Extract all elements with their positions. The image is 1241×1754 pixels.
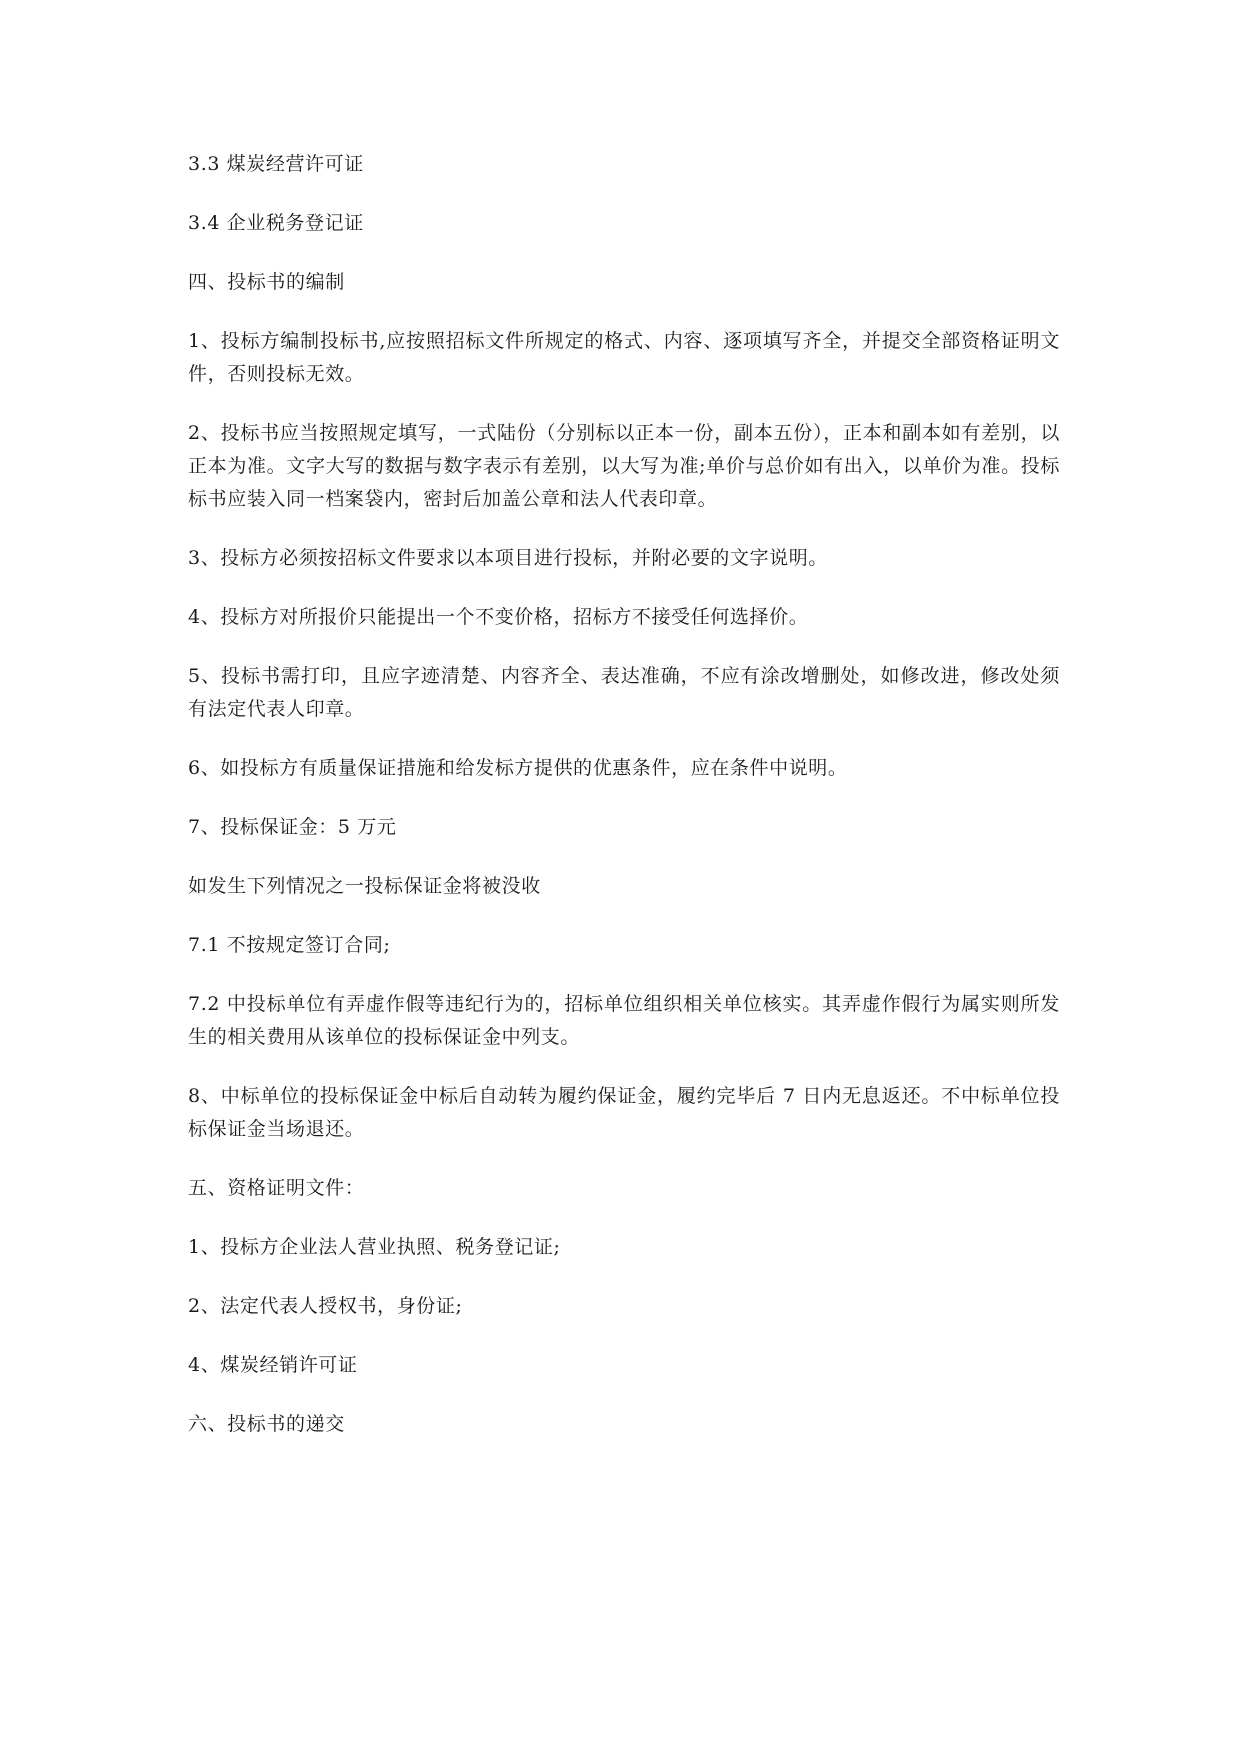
- paragraph-3-4: 3.4 企业税务登记证: [188, 212, 364, 234]
- paragraph-4-1: 1、投标方编制投标书,应按照招标文件所规定的格式、内容、逐项填写齐全，并提交全部资格证明文件，否则投标无效。: [188, 330, 1060, 385]
- section-heading-5: 五、资格证明文件：: [188, 1177, 365, 1199]
- paragraph-5-2: 2、法定代表人授权书，身份证;: [188, 1295, 463, 1317]
- section-heading-4: 四、投标书的编制: [188, 271, 345, 293]
- paragraph-4-5: 5、投标书需打印，且应字迹清楚、内容齐全、表达准确，不应有涂改增删处，如修改进，修改处须有法定代表人印章。: [188, 665, 1060, 720]
- document-body: [188, 148, 1060, 1467]
- paragraph-4-4: 4、投标方对所报价只能提出一个不变价格，招标方不接受任何选择价。: [188, 606, 809, 628]
- paragraph-7-1: 7.1 不按规定签订合同;: [188, 934, 391, 956]
- paragraph-3-3: 3.3 煤炭经营许可证: [188, 153, 364, 175]
- paragraph-7-2: 7.2 中投标单位有弄虚作假等违纪行为的，招标单位组织相关单位核实。其弄虚作假行为属实则所发生的相关费用从该单位的投标保证金中列支。: [188, 993, 1060, 1048]
- paragraph-5-1: 1、投标方企业法人营业执照、税务登记证;: [188, 1236, 561, 1258]
- paragraph-4-3: 3、投标方必须按招标文件要求以本项目进行投标，并附必要的文字说明。: [188, 547, 828, 569]
- paragraph-4-2: 2、投标书应当按照规定填写，一式陆份（分别标以正本一份，副本五份），正本和副本如有差别，以正本为准。文字大写的数据与数字表示有差别，以大写为准;单价与总价如有出入，以单价为准。投标标书应装入同一档案袋内，密封后加盖公章和法人代表印章。: [188, 422, 1060, 510]
- paragraph-5-4: 4、煤炭经销许可证: [188, 1354, 358, 1376]
- paragraph-forfeit-intro: 如发生下列情况之一投标保证金将被没收: [188, 875, 541, 897]
- paragraph-4-7: 7、投标保证金：5 万元: [188, 816, 397, 838]
- paragraph-4-6: 6、如投标方有质量保证措施和给发标方提供的优惠条件，应在条件中说明。: [188, 757, 848, 779]
- section-heading-6: 六、投标书的递交: [188, 1413, 345, 1435]
- paragraph-4-8: 8、中标单位的投标保证金中标后自动转为履约保证金，履约完毕后 7 日内无息返还。不中标单位投标保证金当场退还。: [188, 1085, 1060, 1140]
